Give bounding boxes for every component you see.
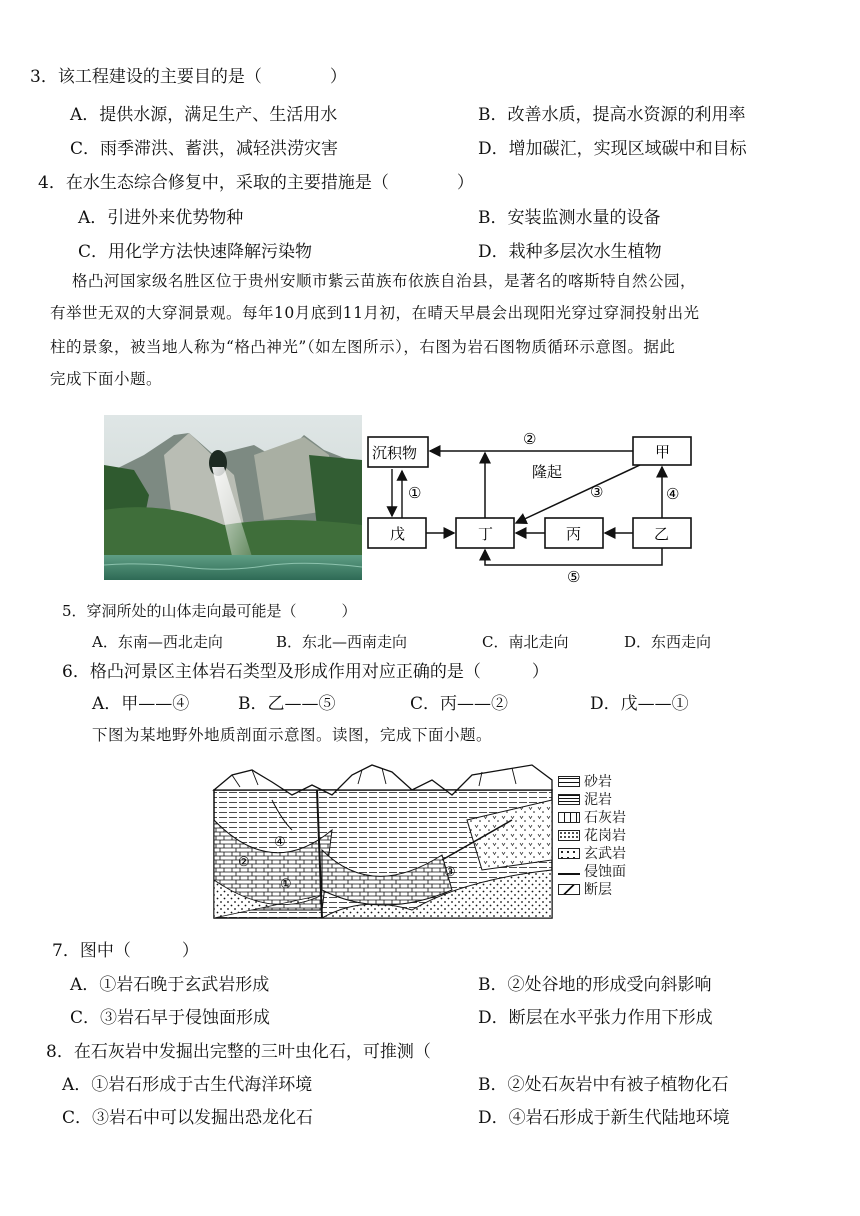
label-jia: 甲 — [655, 443, 671, 461]
label-uplift: 隆起 — [532, 463, 563, 481]
q5-option-a[interactable]: A．东南—西北走向 — [92, 633, 223, 651]
label-n3: ③ — [590, 483, 604, 501]
legend-sandstone — [558, 772, 626, 790]
q7-option-a[interactable]: A．①岩石晚于玄武岩形成 — [70, 975, 270, 995]
section-legend — [558, 772, 626, 898]
q3-stem: 3．该工程建设的主要目的是（ ） — [30, 67, 347, 87]
legend-mudstone-swatch — [558, 794, 580, 805]
q8-option-a[interactable]: A．①岩石形成于古生代海洋环境 — [62, 1075, 313, 1095]
q6-option-b[interactable]: B．乙——⑤ — [238, 694, 336, 714]
section-label-n2: ② — [238, 855, 250, 870]
q7-stem: 7．图中（ ） — [52, 941, 199, 961]
q8-stem: 8．在石灰岩中发掘出完整的三叶虫化石，可推测（ — [46, 1042, 431, 1062]
label-bing: 丙 — [566, 525, 582, 543]
section-label-n3: ③ — [444, 865, 456, 880]
q3-option-c[interactable]: C．雨季滞洪、蓄洪，减轻洪涝灾害 — [70, 139, 339, 159]
getu-light-photo — [104, 415, 362, 580]
label-sediment: 沉积物 — [372, 444, 418, 462]
q4-option-a[interactable]: A．引进外来优势物种 — [78, 208, 244, 228]
q3-option-d[interactable]: D．增加碳汇，实现区域碳中和目标 — [478, 139, 747, 159]
q6-option-a[interactable]: A．甲——④ — [92, 694, 190, 714]
q5-stem: 5．穿洞所处的山体走向最可能是（ ） — [62, 602, 357, 620]
legend-erosion-swatch — [558, 867, 580, 875]
legend-fault-label: 断层 — [584, 882, 612, 898]
label-n1: ① — [408, 484, 422, 502]
q5-option-c[interactable]: C．南北走向 — [482, 633, 569, 651]
q8-option-d[interactable]: D．④岩石形成于新生代陆地环境 — [478, 1108, 730, 1128]
passage1-line4: 完成下面小题。 — [50, 370, 163, 388]
passage1-line1: 格凸河国家级名胜区位于贵州安顺市紫云苗族布依族自治县，是著名的喀斯特自然公园， — [72, 272, 697, 290]
q3-option-a[interactable]: A．提供水源，满足生产、生活用水 — [70, 105, 338, 125]
legend-basalt-swatch — [558, 848, 580, 859]
legend-erosion-label: 侵蚀面 — [584, 864, 626, 880]
q6-option-c[interactable]: C．丙——② — [410, 694, 509, 714]
section-label-n1: ① — [280, 877, 292, 892]
legend-limestone — [558, 808, 626, 826]
label-ding: 丁 — [478, 525, 494, 543]
q5-option-d[interactable]: D．东西走向 — [624, 633, 712, 651]
geologic-section — [212, 760, 556, 924]
q7-option-b[interactable]: B．②处谷地的形成受向斜影响 — [478, 975, 712, 995]
q5-option-b[interactable]: B．东北—西南走向 — [276, 633, 408, 651]
legend-erosion-surface — [558, 862, 626, 880]
legend-basalt-label: 玄武岩 — [584, 846, 626, 862]
passage1-line3: 柱的景象，被当地人称为“格凸神光”（如左图所示），右图为岩石图物质循环示意图。据此 — [50, 338, 676, 356]
legend-granite — [558, 826, 626, 844]
legend-sandstone-label: 砂岩 — [584, 774, 612, 790]
legend-limestone-swatch — [558, 812, 580, 823]
q4-option-d[interactable]: D．栽种多层次水生植物 — [478, 242, 662, 262]
legend-mudstone — [558, 790, 626, 808]
legend-limestone-label: 石灰岩 — [584, 810, 626, 826]
q3-option-b[interactable]: B．改善水质，提高水资源的利用率 — [478, 105, 746, 125]
passage2: 下图为某地野外地质剖面示意图。读图，完成下面小题。 — [92, 726, 493, 744]
legend-fault — [558, 880, 626, 898]
q7-option-d[interactable]: D．断层在水平张力作用下形成 — [478, 1008, 713, 1028]
q4-stem: 4．在水生态综合修复中，采取的主要措施是（ ） — [38, 173, 474, 193]
passage1-line2: 有举世无双的大穿洞景观。每年10月底到11月初，在晴天早晨会出现阳光穿过穿洞投射出光 — [50, 304, 700, 322]
q4-option-b[interactable]: B．安装监测水量的设备 — [478, 208, 661, 228]
legend-granite-swatch — [558, 830, 580, 841]
legend-granite-label: 花岗岩 — [584, 828, 626, 844]
label-n2: ② — [523, 430, 537, 448]
q4-option-c[interactable]: C．用化学方法快速降解污染物 — [78, 242, 313, 262]
label-n4: ④ — [666, 485, 680, 503]
q6-stem: 6．格凸河景区主体岩石类型及形成作用对应正确的是（ ） — [62, 662, 549, 682]
legend-fault-swatch — [558, 884, 580, 895]
q8-option-b[interactable]: B．②处石灰岩中有被子植物化石 — [478, 1075, 729, 1095]
legend-basalt — [558, 844, 626, 862]
label-yi: 乙 — [654, 525, 670, 543]
q7-option-c[interactable]: C．③岩石早于侵蚀面形成 — [70, 1008, 271, 1028]
label-wu: 戊 — [390, 525, 406, 543]
legend-mudstone-label: 泥岩 — [584, 792, 612, 808]
section-label-n4: ④ — [274, 835, 286, 850]
rock-cycle-diagram — [360, 425, 700, 589]
q8-option-c[interactable]: C．③岩石中可以发掘出恐龙化石 — [62, 1108, 314, 1128]
q6-option-d[interactable]: D．戊——① — [590, 694, 689, 714]
legend-sandstone-swatch — [558, 776, 580, 787]
label-n5: ⑤ — [567, 568, 581, 585]
